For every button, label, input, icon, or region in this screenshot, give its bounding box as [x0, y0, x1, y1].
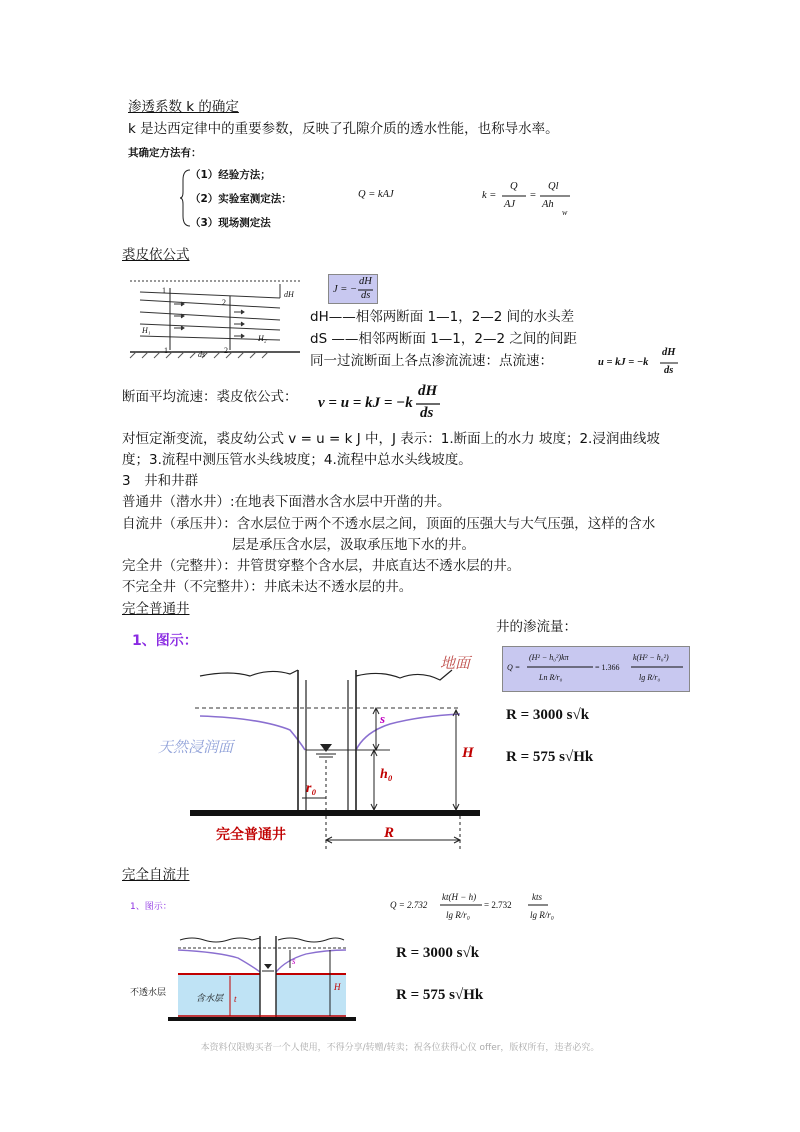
dupuit-para-2: 度；3.流程中测压管水头线坡度；4.流程中总水头线坡度。 — [122, 452, 472, 468]
k-description: k 是达西定律中的重要参数，反映了孔隙介质的透水性能，也称导水率。 — [128, 121, 559, 137]
formula-box-j: J = − dH ds — [328, 274, 378, 304]
diagram-label-1-top: 1 — [162, 286, 166, 295]
well-def-4: 不完全井（不完整井）：井底未达不透水层的井。 — [122, 579, 413, 595]
aquifer-label: 含水层 — [196, 994, 224, 1004]
artesian-H-label: H — [334, 982, 341, 992]
seepage-label: 井的渗流量： — [496, 619, 577, 635]
ordinary-R-formula-2: R = 575 s√Hk — [506, 749, 594, 765]
diagram-label-dh: dH — [284, 290, 294, 299]
impermeable-layer-label: 不透水层 — [130, 988, 167, 998]
dupuit-para-1: 对恒定渐变流，裘皮幼公式 v = u = k J 中，J 表示：1.断面上的水力 坡度；2.浸润曲线坡 — [122, 431, 660, 447]
well-def-1: 普通井（潜水井）:在地表下面潜水含水层中开凿的井。 — [122, 494, 451, 510]
natural-surface-label: 天然浸润面 — [158, 738, 234, 756]
diagram-label-2-bottom: 2 — [224, 346, 228, 355]
s-label: s — [380, 711, 386, 726]
heading-dupuit: 裘皮依公式 — [122, 247, 190, 263]
well-def-2b: 层是承压含水层，汲取承压地下水的井。 — [232, 537, 475, 553]
dupuit-line-1: dH——相邻两断面 1—1，2—2 间的水头差 — [310, 309, 575, 325]
R-label: R — [384, 825, 395, 841]
diagram-label-ds: ds — [198, 350, 206, 359]
diagram-label-2-top: 2 — [222, 298, 226, 307]
heading-wells: 3 井和井群 — [122, 473, 199, 489]
dupuit-line-3: 同一过流断面上各点渗流流速：点流速： — [310, 353, 553, 369]
artesian-R-formula-2: R = 575 s√Hk — [396, 987, 484, 1003]
artesian-well-diagram — [178, 934, 358, 1024]
dupuit-line-2: dS ——相邻两断面 1—1，2—2 之间的间距 — [310, 331, 577, 347]
method-1: （1）经验方法； — [190, 169, 271, 181]
artesian-s-label: s — [292, 956, 296, 966]
t-label: t — [234, 994, 237, 1004]
ordinary-fig-label: 1、图示： — [132, 633, 198, 649]
h0-label: h₀ — [380, 767, 393, 782]
artesian-fig-label: 1、图示： — [130, 902, 172, 912]
dupuit-diagram — [130, 278, 300, 360]
formula-q-kaj: Q = kAJ — [358, 189, 394, 200]
formula-box-ordinary-q: Q = (H² − h₀²)kπ Ln R/r₀ = 1.366 k(H² − h₀²) lg R/r₀ — [502, 646, 690, 692]
artesian-R-formula-1: R = 3000 s√k — [396, 945, 480, 961]
heading-complete-artesian: 完全自流井 — [122, 867, 190, 883]
ground-label: 地面 — [440, 654, 471, 672]
methods-title: 其确定方法有： — [128, 147, 202, 159]
ordinary-well-title: 完全普通井 — [216, 827, 286, 843]
footer-copyright: 本资料仅限购买者一个人使用，不得分享/转赠/转卖；祝各位获得心仪 offer，版权所有，违者必究。 — [200, 1043, 600, 1053]
avg-velocity-label: 断面平均流速：裘皮依公式： — [122, 389, 298, 405]
heading-complete-ordinary: 完全普通井 — [122, 601, 190, 617]
ordinary-R-formula-1: R = 3000 s√k — [506, 707, 590, 723]
diagram-label-h2: H₂ — [258, 334, 267, 343]
method-3: （3）现场测定法 — [190, 217, 271, 229]
H-label: H — [462, 745, 474, 761]
well-def-3: 完全井（完整井）：井管贯穿整个含水层，井底直达不透水层的井。 — [122, 558, 521, 574]
diagram-label-1-bottom: 1 — [164, 346, 168, 355]
well-def-2a: 自流井（承压井）：含水层位于两个不透水层之间，顶面的压强大与大气压强，这样的含水 — [122, 516, 656, 532]
method-2: （2）实验室测定法： — [190, 193, 292, 205]
heading-k-determination: 渗透系数 k 的确定 — [128, 99, 239, 115]
diagram-label-h1: H₁ — [142, 326, 151, 335]
r0-label: r₀ — [306, 781, 317, 796]
